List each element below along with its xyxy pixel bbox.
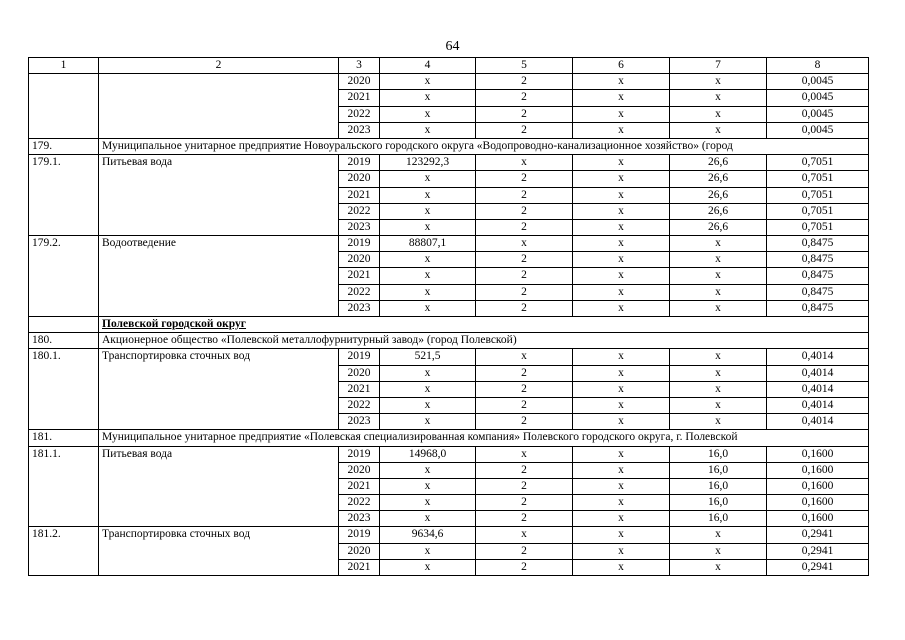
value-cell: 16,0 (670, 511, 767, 527)
value-cell: 0,7051 (767, 187, 869, 203)
tariff-table (28, 57, 869, 576)
year-cell: 2019 (339, 527, 380, 543)
value-cell: 0,7051 (767, 171, 869, 187)
item-number: 179.2. (29, 236, 99, 317)
value-cell: х (670, 268, 767, 284)
value-cell: 0,2941 (767, 559, 869, 575)
value-cell: х (573, 219, 670, 235)
value-cell: х (573, 397, 670, 413)
value-cell: х (380, 559, 476, 575)
value-cell: х (380, 511, 476, 527)
org-row (29, 333, 869, 349)
year-cell: 2020 (339, 74, 380, 90)
section-title: Полевской городской округ (102, 318, 247, 330)
year-cell: 2021 (339, 478, 380, 494)
value-cell: 2 (476, 187, 573, 203)
value-cell: х (573, 462, 670, 478)
value-cell: х (573, 559, 670, 575)
value-cell: х (380, 268, 476, 284)
org-row (29, 138, 869, 154)
value-cell: 0,8475 (767, 284, 869, 300)
year-cell: 2019 (339, 155, 380, 171)
value-cell: 0,8475 (767, 300, 869, 316)
value-cell: 0,4014 (767, 349, 869, 365)
org-number: 180. (29, 333, 99, 349)
value-cell: 0,0045 (767, 122, 869, 138)
value-cell: х (380, 543, 476, 559)
value-cell: 2 (476, 252, 573, 268)
value-cell: 26,6 (670, 155, 767, 171)
year-cell: 2019 (339, 446, 380, 462)
item-name: Питьевая вода (99, 155, 339, 236)
column-header: 2 (99, 58, 339, 74)
item-number: 179.1. (29, 155, 99, 236)
value-cell: 2 (476, 397, 573, 413)
value-cell: 16,0 (670, 462, 767, 478)
value-cell: 0,0045 (767, 74, 869, 90)
value-cell: 0,1600 (767, 478, 869, 494)
value-cell: 0,1600 (767, 511, 869, 527)
table-row (29, 74, 869, 90)
value-cell: х (476, 155, 573, 171)
org-name: Муниципальное унитарное предприятие Новоуральского городского округа «Водопроводно-канализационное хозяйство» (город (99, 138, 869, 154)
column-header: 1 (29, 58, 99, 74)
value-cell: х (573, 527, 670, 543)
value-cell: 2 (476, 478, 573, 494)
value-cell: 2 (476, 559, 573, 575)
org-name: Акционерное общество «Полевской металлофурнитурный завод» (город Полевской) (99, 333, 869, 349)
column-header: 6 (573, 58, 670, 74)
org-name: Муниципальное унитарное предприятие «Полевская специализированная компания» Полевского городского округа, г. Полевской (99, 430, 869, 446)
value-cell: х (476, 236, 573, 252)
value-cell: х (670, 236, 767, 252)
value-cell: х (670, 122, 767, 138)
value-cell: 0,0045 (767, 90, 869, 106)
year-cell: 2021 (339, 559, 380, 575)
org-number: 181. (29, 430, 99, 446)
table-row (29, 236, 869, 252)
value-cell: 0,1600 (767, 462, 869, 478)
value-cell: х (670, 106, 767, 122)
value-cell: 2 (476, 268, 573, 284)
value-cell: х (380, 495, 476, 511)
value-cell: 2 (476, 106, 573, 122)
value-cell: 0,4014 (767, 414, 869, 430)
value-cell: 0,8475 (767, 252, 869, 268)
org-row (29, 430, 869, 446)
value-cell: х (670, 414, 767, 430)
value-cell: х (380, 187, 476, 203)
value-cell: х (573, 478, 670, 494)
value-cell: 521,5 (380, 349, 476, 365)
column-header: 8 (767, 58, 869, 74)
column-header: 7 (670, 58, 767, 74)
value-cell: 88807,1 (380, 236, 476, 252)
value-cell: х (380, 203, 476, 219)
value-cell: 2 (476, 365, 573, 381)
value-cell: х (573, 381, 670, 397)
section-number-cell (29, 317, 99, 333)
column-header: 4 (380, 58, 476, 74)
value-cell: 2 (476, 74, 573, 90)
value-cell: 0,4014 (767, 397, 869, 413)
year-cell: 2020 (339, 543, 380, 559)
value-cell: х (573, 300, 670, 316)
value-cell: 2 (476, 414, 573, 430)
year-cell: 2020 (339, 365, 380, 381)
value-cell: х (476, 527, 573, 543)
table-body (29, 58, 869, 576)
value-cell: 0,8475 (767, 268, 869, 284)
table-row (29, 155, 869, 171)
item-name (99, 74, 339, 139)
column-header: 5 (476, 58, 573, 74)
value-cell: 16,0 (670, 495, 767, 511)
value-cell: 0,7051 (767, 203, 869, 219)
value-cell: х (573, 495, 670, 511)
value-cell: 0,0045 (767, 106, 869, 122)
year-cell: 2020 (339, 171, 380, 187)
value-cell: 0,4014 (767, 381, 869, 397)
item-number: 181.1. (29, 446, 99, 527)
value-cell: х (380, 284, 476, 300)
year-cell: 2022 (339, 284, 380, 300)
value-cell: 2 (476, 203, 573, 219)
value-cell: х (573, 122, 670, 138)
value-cell: х (380, 478, 476, 494)
value-cell: х (670, 527, 767, 543)
table-row (29, 446, 869, 462)
value-cell: 2 (476, 495, 573, 511)
value-cell: х (670, 284, 767, 300)
value-cell: х (573, 171, 670, 187)
value-cell: х (670, 381, 767, 397)
value-cell: 0,8475 (767, 236, 869, 252)
value-cell: х (380, 414, 476, 430)
year-cell: 2022 (339, 106, 380, 122)
value-cell: х (573, 543, 670, 559)
value-cell: 2 (476, 543, 573, 559)
value-cell: х (380, 462, 476, 478)
value-cell: 2 (476, 300, 573, 316)
value-cell: 26,6 (670, 171, 767, 187)
year-cell: 2019 (339, 236, 380, 252)
value-cell: 2 (476, 511, 573, 527)
year-cell: 2023 (339, 122, 380, 138)
year-cell: 2021 (339, 187, 380, 203)
year-cell: 2022 (339, 203, 380, 219)
value-cell: х (573, 252, 670, 268)
value-cell: х (573, 74, 670, 90)
value-cell: х (476, 446, 573, 462)
value-cell: 0,2941 (767, 543, 869, 559)
item-name: Транспортировка сточных вод (99, 527, 339, 576)
value-cell: х (380, 74, 476, 90)
value-cell: 16,0 (670, 478, 767, 494)
value-cell: х (380, 219, 476, 235)
value-cell: 9634,6 (380, 527, 476, 543)
value-cell: х (670, 252, 767, 268)
value-cell: 0,7051 (767, 219, 869, 235)
value-cell: х (380, 252, 476, 268)
value-cell: 2 (476, 284, 573, 300)
year-cell: 2022 (339, 495, 380, 511)
value-cell: 2 (476, 171, 573, 187)
value-cell: 2 (476, 462, 573, 478)
section-title-cell (99, 317, 869, 333)
value-cell: х (380, 397, 476, 413)
value-cell: х (670, 300, 767, 316)
value-cell: х (380, 300, 476, 316)
value-cell: х (670, 365, 767, 381)
value-cell: х (573, 365, 670, 381)
year-cell: 2022 (339, 397, 380, 413)
table-row (29, 527, 869, 543)
value-cell: х (380, 171, 476, 187)
item-number (29, 74, 99, 139)
item-number: 180.1. (29, 349, 99, 430)
value-cell: х (476, 349, 573, 365)
value-cell: 0,4014 (767, 365, 869, 381)
section-row (29, 317, 869, 333)
value-cell: х (573, 446, 670, 462)
value-cell: х (573, 236, 670, 252)
year-cell: 2023 (339, 511, 380, 527)
value-cell: х (380, 381, 476, 397)
value-cell: 14968,0 (380, 446, 476, 462)
value-cell: 2 (476, 90, 573, 106)
value-cell: 0,2941 (767, 527, 869, 543)
item-number: 181.2. (29, 527, 99, 576)
item-name: Водоотведение (99, 236, 339, 317)
value-cell: х (670, 559, 767, 575)
item-name: Транспортировка сточных вод (99, 349, 339, 430)
column-header: 3 (339, 58, 380, 74)
year-cell: 2021 (339, 90, 380, 106)
item-name: Питьевая вода (99, 446, 339, 527)
value-cell: х (573, 90, 670, 106)
value-cell: х (573, 511, 670, 527)
table-row (29, 349, 869, 365)
value-cell: 0,1600 (767, 495, 869, 511)
header-row (29, 58, 869, 74)
value-cell: х (670, 397, 767, 413)
value-cell: 26,6 (670, 187, 767, 203)
value-cell: 0,1600 (767, 446, 869, 462)
value-cell: х (573, 187, 670, 203)
year-cell: 2023 (339, 414, 380, 430)
year-cell: 2021 (339, 268, 380, 284)
value-cell: 2 (476, 219, 573, 235)
value-cell: х (573, 284, 670, 300)
value-cell: х (380, 122, 476, 138)
value-cell: х (670, 74, 767, 90)
value-cell: х (573, 155, 670, 171)
year-cell: 2019 (339, 349, 380, 365)
value-cell: 26,6 (670, 219, 767, 235)
value-cell: х (670, 543, 767, 559)
value-cell: х (573, 349, 670, 365)
value-cell: 26,6 (670, 203, 767, 219)
value-cell: х (380, 106, 476, 122)
value-cell: 16,0 (670, 446, 767, 462)
year-cell: 2020 (339, 252, 380, 268)
value-cell: х (670, 349, 767, 365)
year-cell: 2021 (339, 381, 380, 397)
value-cell: 0,7051 (767, 155, 869, 171)
year-cell: 2023 (339, 219, 380, 235)
value-cell: х (670, 90, 767, 106)
value-cell: 2 (476, 122, 573, 138)
year-cell: 2020 (339, 462, 380, 478)
value-cell: х (573, 268, 670, 284)
value-cell: х (573, 203, 670, 219)
value-cell: х (573, 414, 670, 430)
value-cell: х (380, 365, 476, 381)
value-cell: х (573, 106, 670, 122)
value-cell: х (380, 90, 476, 106)
org-number: 179. (29, 138, 99, 154)
year-cell: 2023 (339, 300, 380, 316)
value-cell: 123292,3 (380, 155, 476, 171)
value-cell: 2 (476, 381, 573, 397)
page-number: 64 (445, 39, 460, 54)
